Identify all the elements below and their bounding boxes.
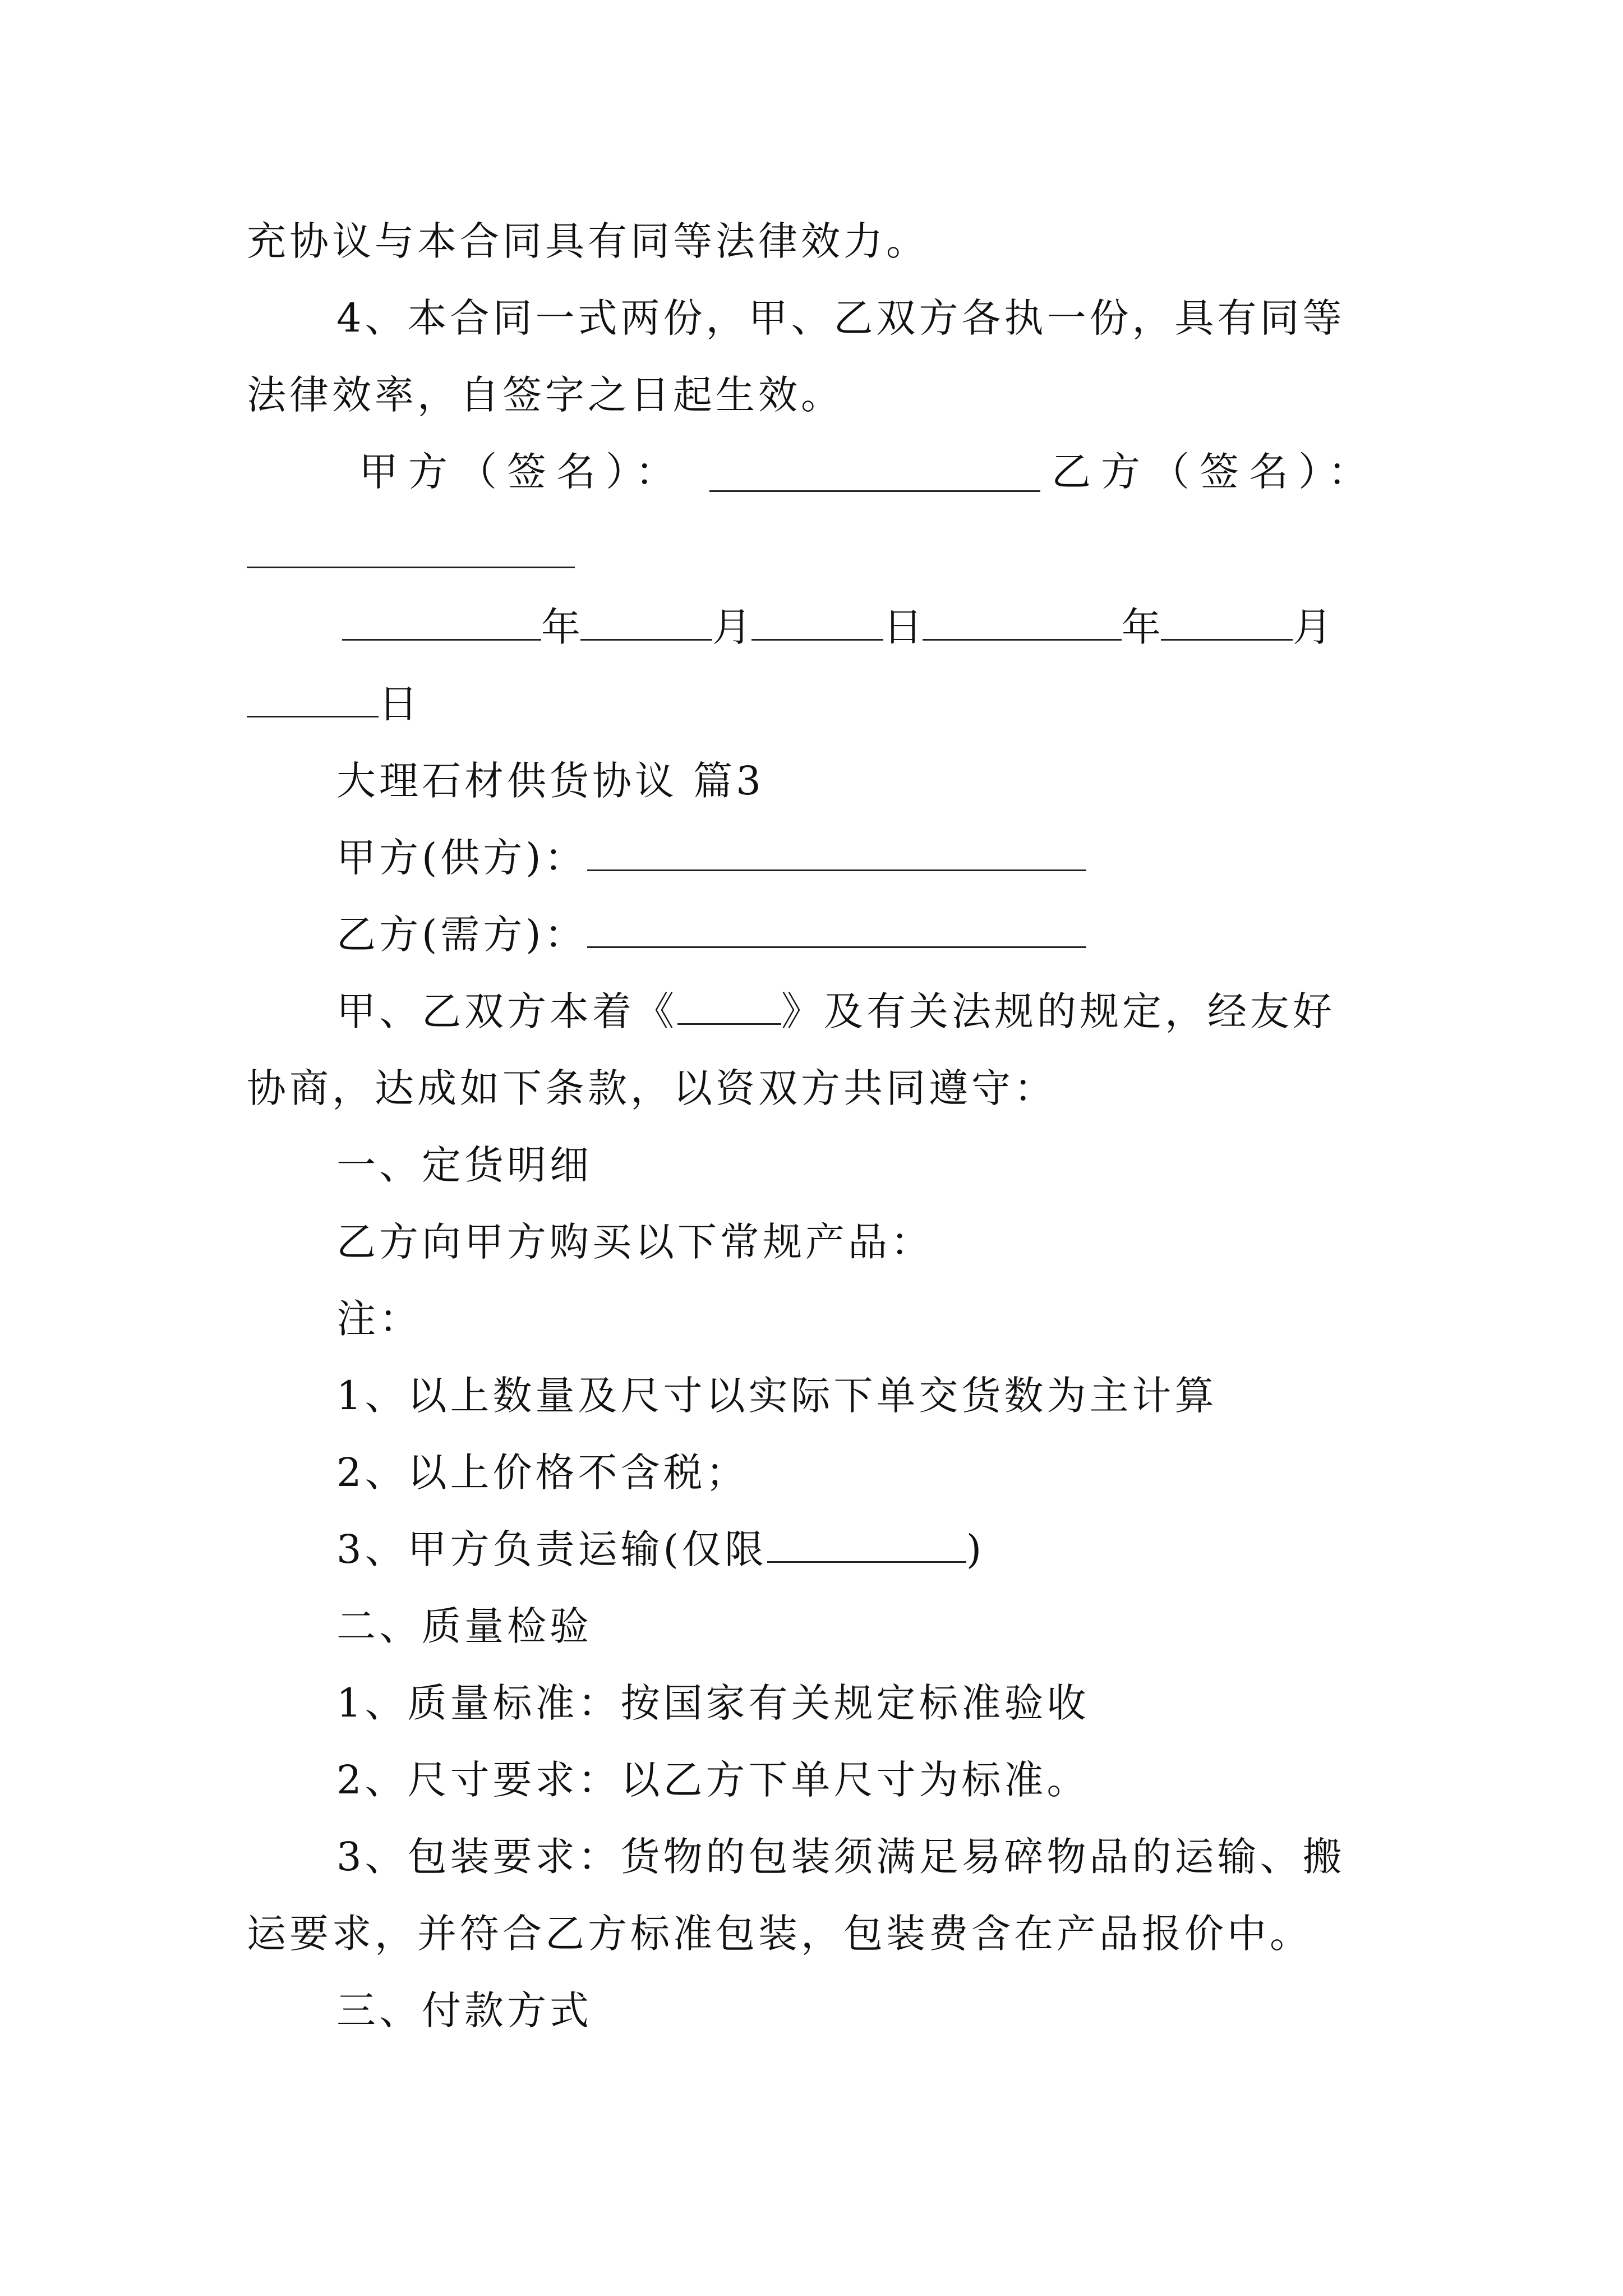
year-label: 年 (1122, 604, 1161, 650)
month-blank (580, 604, 712, 641)
note-item (336, 1524, 985, 1575)
month-label: 月 (712, 604, 751, 650)
section-title-1: 一、定货明细 (336, 1142, 592, 1188)
signature-label-party-b: 乙方（签名）： (1052, 449, 1377, 495)
intro-text-end: 》及有关法规的规定，经友好 (781, 988, 1335, 1034)
intro-line (336, 986, 1335, 1037)
party-a-label: 甲方(供方)： (336, 835, 587, 881)
quality-item: 3、包装要求：货物的包装须满足易碎物品的运输、搬 (336, 1834, 1345, 1880)
signature-blank-party-a (709, 490, 1040, 492)
date-line-second (247, 679, 418, 729)
paragraph-text: 充协议与本合同具有同等法律效力。 (247, 218, 929, 264)
party-a-line (336, 832, 1086, 883)
paragraph-text: 法律效率，自签字之日起生效。 (247, 372, 843, 418)
party-b-line (336, 909, 1086, 960)
section-title-3: 三、付款方式 (336, 1987, 592, 2033)
quality-item-continued: 运要求，并符合乙方标准包装，包装费含在产品报价中。 (247, 1911, 1312, 1957)
quality-item: 2、尺寸要求：以乙方下单尺寸为标准。 (336, 1757, 1090, 1803)
note-item-text: 3、甲方负责运输(仅限 (336, 1526, 767, 1572)
month-label: 月 (1293, 604, 1332, 650)
paragraph-text: 协商，达成如下条款，以资双方共同遵守： (247, 1065, 1057, 1111)
day-blank (751, 604, 883, 641)
quality-item: 1、质量标准：按国家有关规定标准验收 (336, 1680, 1090, 1726)
signature-label-party-a: 甲方（签名）： (359, 449, 685, 495)
year-label: 年 (541, 604, 580, 650)
note-item: 1、以上数量及尺寸以实际下单交货数为主计算 (336, 1373, 1218, 1419)
law-name-blank (677, 988, 781, 1025)
section-title-2: 二、质量检验 (336, 1603, 592, 1649)
intro-text-start: 甲、乙双方本着《 (336, 988, 677, 1034)
section-heading: 大理石材供货协议 篇3 (336, 758, 764, 804)
day-label: 日 (379, 681, 418, 727)
transport-limit-blank (767, 1526, 966, 1563)
paragraph-text: 乙方向甲方购买以下常规产品： (336, 1219, 933, 1265)
note-label: 注： (336, 1296, 422, 1342)
party-b-label: 乙方(需方)： (336, 912, 587, 958)
year-blank (342, 604, 541, 641)
day-label: 日 (883, 604, 923, 650)
day-blank (247, 681, 379, 717)
party-a-blank (587, 835, 1086, 871)
signature-blank-party-b (247, 567, 575, 568)
month-blank (1161, 604, 1293, 641)
note-item: 2、以上价格不含税； (336, 1450, 749, 1496)
date-line-first (342, 602, 1332, 652)
party-b-blank (587, 912, 1086, 948)
paragraph-text: 4、本合同一式两份，甲、乙双方各执一份，具有同等 (336, 295, 1345, 341)
year-blank (923, 604, 1122, 641)
note-item-close: ) (966, 1526, 985, 1572)
